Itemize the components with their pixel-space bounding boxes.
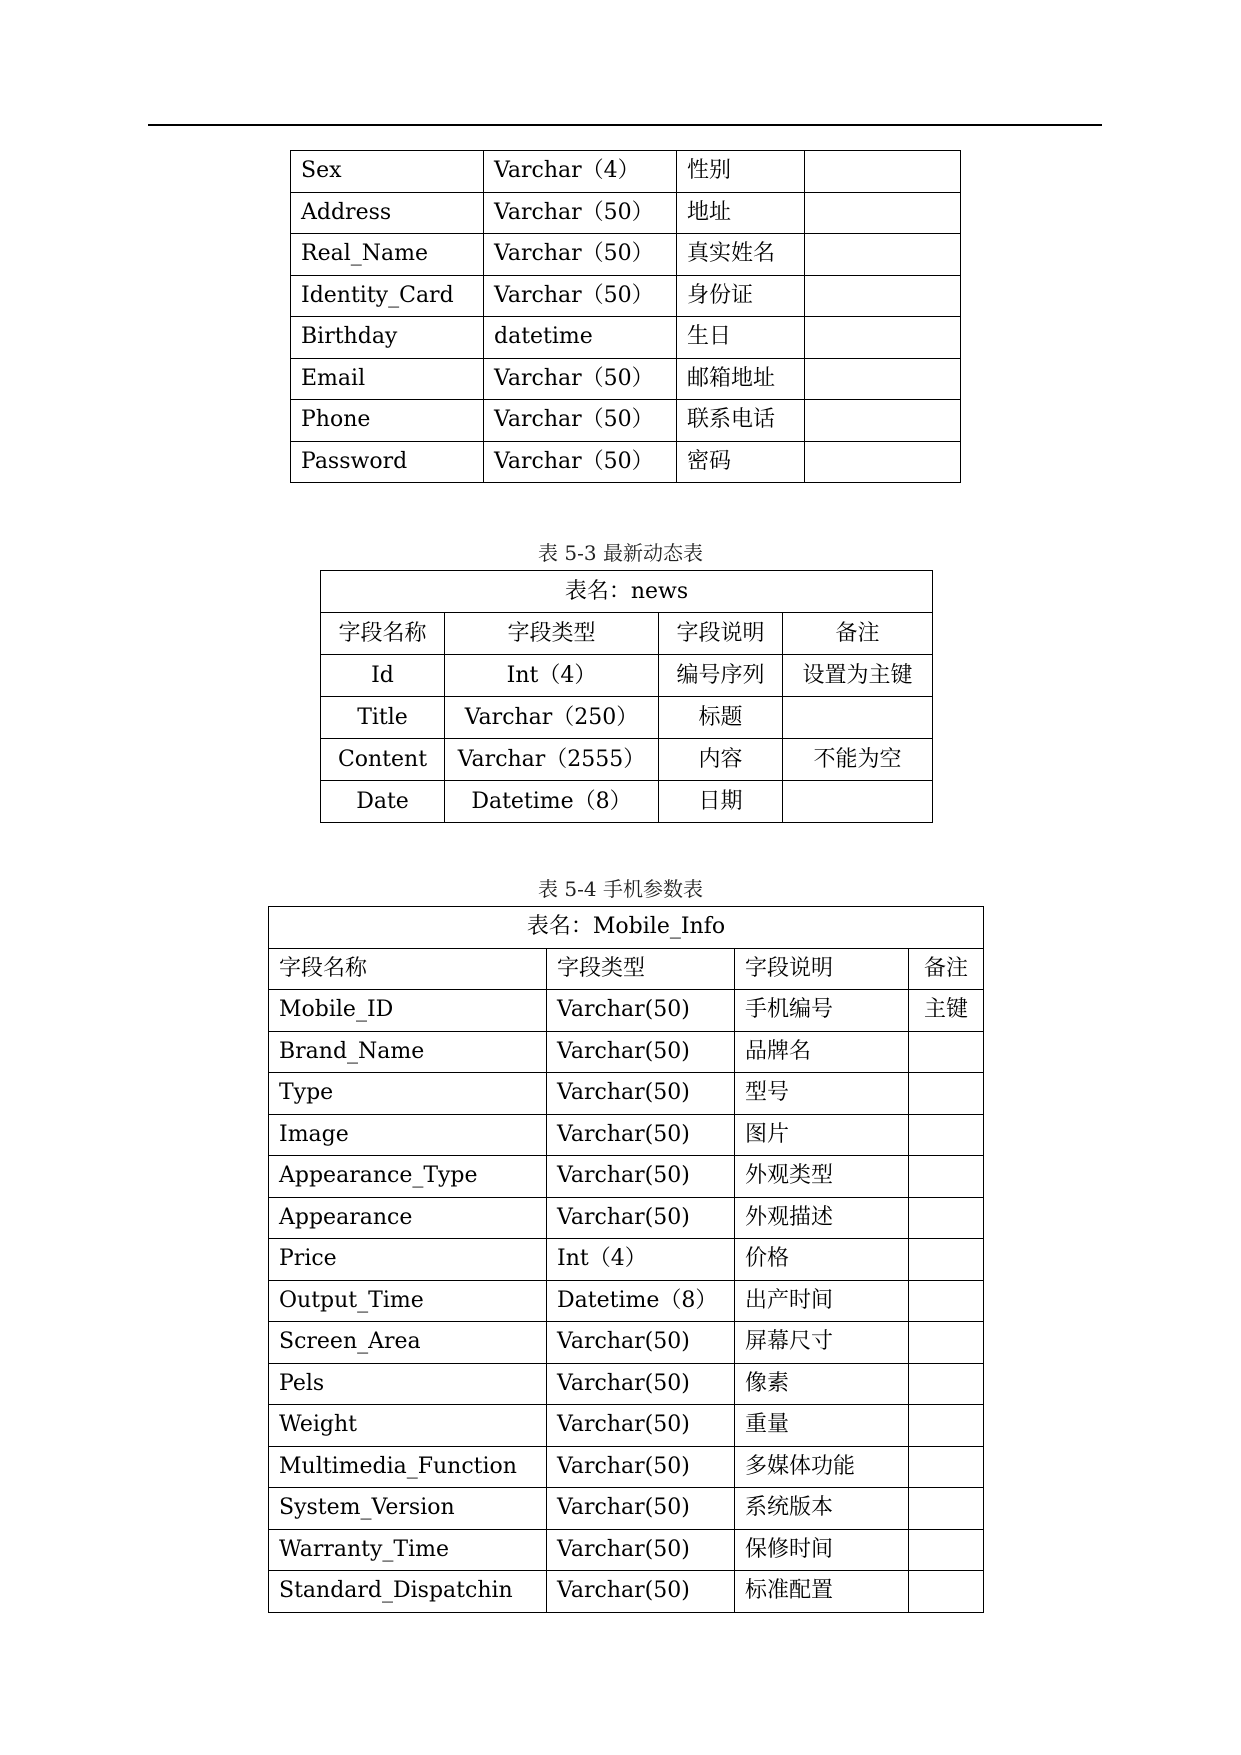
table-cell xyxy=(805,441,961,483)
table-cell: 备注 xyxy=(909,948,984,990)
table-cell: 外观类型 xyxy=(735,1156,909,1198)
table-cell: Weight xyxy=(269,1405,547,1447)
table-cell: Pels xyxy=(269,1363,547,1405)
table-cell: Mobile_ID xyxy=(269,990,547,1032)
table-cell: 邮箱地址 xyxy=(677,358,805,400)
table-row xyxy=(291,151,961,193)
table-row xyxy=(269,1197,984,1239)
table-cell: datetime xyxy=(484,317,677,359)
table-cell: Sex xyxy=(291,151,484,193)
table-row xyxy=(291,441,961,483)
table-cell: Varchar(50) xyxy=(547,1156,735,1198)
table-cell: Password xyxy=(291,441,484,483)
table-row xyxy=(269,1114,984,1156)
table-name-row xyxy=(269,907,984,949)
table-row xyxy=(269,1446,984,1488)
table-cell: Varchar（50） xyxy=(484,441,677,483)
user-fields-table xyxy=(290,150,961,483)
table-cell xyxy=(805,275,961,317)
table-cell: Varchar（50） xyxy=(484,358,677,400)
table-cell: Identity_Card xyxy=(291,275,484,317)
table-cell: 手机编号 xyxy=(735,990,909,1032)
table-header-row xyxy=(269,948,984,990)
table-header-row xyxy=(321,613,933,655)
table-cell: 备注 xyxy=(783,613,933,655)
page-header-rule xyxy=(148,124,1102,126)
table-row xyxy=(269,1239,984,1281)
table-cell: Varchar（4） xyxy=(484,151,677,193)
table-cell: 字段名称 xyxy=(321,613,445,655)
table-cell: Content xyxy=(321,739,445,781)
table-row xyxy=(269,1156,984,1198)
table-row xyxy=(269,1031,984,1073)
table-cell: Varchar(50) xyxy=(547,1073,735,1115)
table-cell xyxy=(805,151,961,193)
table-cell: 密码 xyxy=(677,441,805,483)
table-cell: Appearance_Type xyxy=(269,1156,547,1198)
table-cell xyxy=(909,1488,984,1530)
table-cell: Title xyxy=(321,697,445,739)
table-cell xyxy=(909,1280,984,1322)
table-cell: Int（4） xyxy=(445,655,659,697)
table-cell: 性别 xyxy=(677,151,805,193)
table-cell: 价格 xyxy=(735,1239,909,1281)
table-cell: Phone xyxy=(291,400,484,442)
table-cell: 日期 xyxy=(659,781,783,823)
mobile-info-table xyxy=(268,906,984,1613)
table-cell xyxy=(909,1529,984,1571)
table-cell xyxy=(805,192,961,234)
table-cell: Appearance xyxy=(269,1197,547,1239)
table-cell: Warranty_Time xyxy=(269,1529,547,1571)
news-table xyxy=(320,570,933,823)
table-row xyxy=(269,990,984,1032)
table-cell xyxy=(909,1322,984,1364)
table-row xyxy=(269,1488,984,1530)
table-cell: Image xyxy=(269,1114,547,1156)
table-cell xyxy=(805,400,961,442)
table-cell xyxy=(805,234,961,276)
table-cell: 标题 xyxy=(659,697,783,739)
table-cell: 系统版本 xyxy=(735,1488,909,1530)
table-cell: Type xyxy=(269,1073,547,1115)
table-cell: Screen_Area xyxy=(269,1322,547,1364)
table-name-row xyxy=(321,571,933,613)
table-cell: 身份证 xyxy=(677,275,805,317)
table-cell: Varchar(50) xyxy=(547,1363,735,1405)
table-cell: Varchar(50) xyxy=(547,1031,735,1073)
table-row xyxy=(269,1322,984,1364)
table-cell: Varchar（50） xyxy=(484,400,677,442)
table-cell: Varchar(50) xyxy=(547,990,735,1032)
table-name-cell: 表名：news xyxy=(321,571,933,613)
table-cell: Int（4） xyxy=(547,1239,735,1281)
table-cell: 出产时间 xyxy=(735,1280,909,1322)
table-cell: 字段说明 xyxy=(659,613,783,655)
table-cell xyxy=(909,1405,984,1447)
table-cell xyxy=(909,1571,984,1613)
table-cell: 字段名称 xyxy=(269,948,547,990)
table-row xyxy=(321,781,933,823)
table-cell xyxy=(909,1031,984,1073)
table-cell xyxy=(805,317,961,359)
table-row xyxy=(291,192,961,234)
table-cell: Varchar（50） xyxy=(484,275,677,317)
table-caption-mobile: 表 5-4 手机参数表 xyxy=(538,877,703,901)
table-cell: Varchar（2555） xyxy=(445,739,659,781)
table-row xyxy=(269,1529,984,1571)
table-cell: 不能为空 xyxy=(783,739,933,781)
table-cell: Varchar(50) xyxy=(547,1529,735,1571)
table-cell: 字段说明 xyxy=(735,948,909,990)
table-cell: 外观描述 xyxy=(735,1197,909,1239)
table-cell xyxy=(783,697,933,739)
table-cell: Varchar(50) xyxy=(547,1197,735,1239)
table-cell: Multimedia_Function xyxy=(269,1446,547,1488)
table-cell xyxy=(909,1197,984,1239)
table-cell: Varchar（50） xyxy=(484,192,677,234)
table-cell: Birthday xyxy=(291,317,484,359)
table-row xyxy=(291,234,961,276)
table-cell: Date xyxy=(321,781,445,823)
table-cell xyxy=(783,781,933,823)
table-cell: 标准配置 xyxy=(735,1571,909,1613)
table-cell: Standard_Dispatchin xyxy=(269,1571,547,1613)
table-cell: 屏幕尺寸 xyxy=(735,1322,909,1364)
table-cell: Id xyxy=(321,655,445,697)
table-cell: 编号序列 xyxy=(659,655,783,697)
table-cell: System_Version xyxy=(269,1488,547,1530)
table-row xyxy=(321,739,933,781)
table-cell: 保修时间 xyxy=(735,1529,909,1571)
table-cell: 重量 xyxy=(735,1405,909,1447)
table-cell xyxy=(909,1156,984,1198)
table-cell: Datetime（8） xyxy=(547,1280,735,1322)
table-cell: 像素 xyxy=(735,1363,909,1405)
table-cell: 品牌名 xyxy=(735,1031,909,1073)
table-cell: 内容 xyxy=(659,739,783,781)
table-caption-news: 表 5-3 最新动态表 xyxy=(538,541,703,565)
table-cell xyxy=(909,1363,984,1405)
table-cell: 设置为主键 xyxy=(783,655,933,697)
table-cell xyxy=(805,358,961,400)
table-cell: Varchar(50) xyxy=(547,1405,735,1447)
table-cell xyxy=(909,1239,984,1281)
table-cell: Varchar(50) xyxy=(547,1114,735,1156)
table-cell: Price xyxy=(269,1239,547,1281)
table-cell: 生日 xyxy=(677,317,805,359)
table-cell: Varchar（250） xyxy=(445,697,659,739)
table-row xyxy=(291,400,961,442)
table-cell: Output_Time xyxy=(269,1280,547,1322)
table-cell: Real_Name xyxy=(291,234,484,276)
table-cell: 地址 xyxy=(677,192,805,234)
table-cell: 字段类型 xyxy=(547,948,735,990)
table-cell: 联系电话 xyxy=(677,400,805,442)
table-row xyxy=(269,1363,984,1405)
table-cell: Varchar(50) xyxy=(547,1322,735,1364)
table-row xyxy=(269,1280,984,1322)
table-cell: 字段类型 xyxy=(445,613,659,655)
table-cell: Brand_Name xyxy=(269,1031,547,1073)
table-row xyxy=(269,1405,984,1447)
table-cell: 真实姓名 xyxy=(677,234,805,276)
table-cell: 型号 xyxy=(735,1073,909,1115)
table-cell xyxy=(909,1073,984,1115)
table-cell: 图片 xyxy=(735,1114,909,1156)
table-cell xyxy=(909,1446,984,1488)
table-cell: Varchar(50) xyxy=(547,1446,735,1488)
table-cell: Email xyxy=(291,358,484,400)
table-cell xyxy=(909,1114,984,1156)
table-cell: Datetime（8） xyxy=(445,781,659,823)
table-row xyxy=(291,358,961,400)
table-cell: Varchar(50) xyxy=(547,1488,735,1530)
table-row xyxy=(321,655,933,697)
table-row xyxy=(291,317,961,359)
table-cell: 多媒体功能 xyxy=(735,1446,909,1488)
table-name-cell: 表名：Mobile_Info xyxy=(269,907,984,949)
table-cell: Varchar（50） xyxy=(484,234,677,276)
table-cell: 主键 xyxy=(909,990,984,1032)
table-row xyxy=(291,275,961,317)
table-cell: Address xyxy=(291,192,484,234)
table-row xyxy=(321,697,933,739)
table-row xyxy=(269,1571,984,1613)
table-row xyxy=(269,1073,984,1115)
table-cell: Varchar(50) xyxy=(547,1571,735,1613)
